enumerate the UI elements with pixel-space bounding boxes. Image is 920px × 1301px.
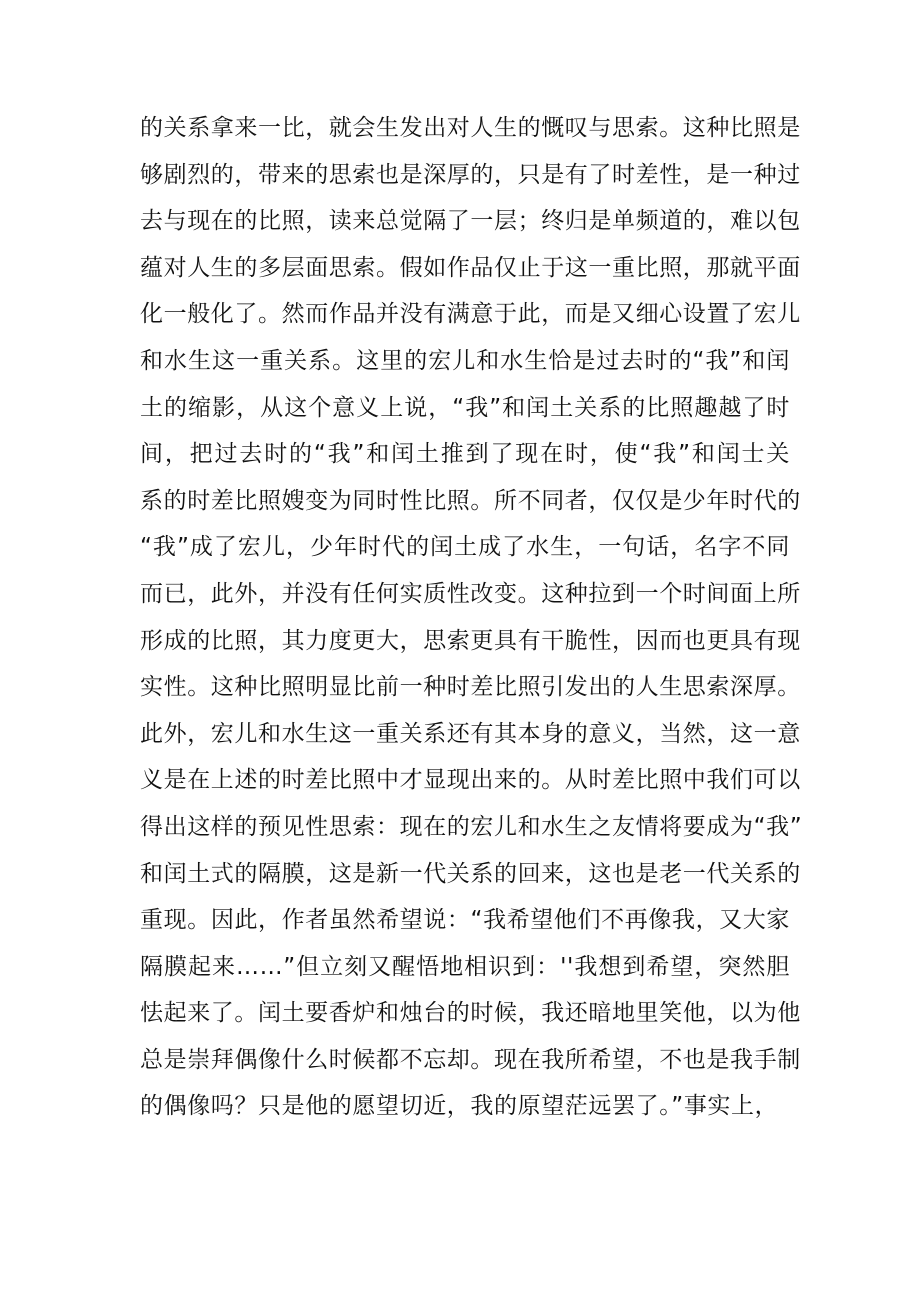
text-line: 义是在上述的时差比照中才显现出来的。从时差比照中我们可以 <box>140 767 801 794</box>
text-line: 隔膜起来……”但立刻又醒悟地相识到：''我想到希望，突然胆 <box>140 953 790 980</box>
text-line: 的关系拿来一比，就会生发出对人生的慨叹与思索。这种比照是 <box>140 115 801 141</box>
text-line: 实性。这种比照明显比前一种时差比照引发出的人生思索深厚。 <box>140 674 801 701</box>
text-line: 土的缩影，从这个意义上说，“我”和闰土关系的比照趣越了时 <box>140 394 790 421</box>
text-line: 和闰土式的隔膜，这是新一代关系的回来，这也是老一代关系的 <box>140 860 801 887</box>
text-line: 和水生这一重关系。这里的宏儿和水生恰是过去时的“我”和闰 <box>140 347 790 374</box>
text-line: 系的时差比照嫂变为同时性比照。所不同者，仅仅是少年时代的 <box>140 487 801 514</box>
text-line: 蕴对人生的多层面思索。假如作品仅止于这一重比照，那就平面 <box>140 254 801 281</box>
text-line: 的偶像吗？只是他的愿望切近，我的原望茫远罢了。”事实上， <box>140 1093 779 1120</box>
text-line: 重现。因此，作者虽然希望说：“我希望他们不再像我，又大家 <box>140 907 790 934</box>
text-line: “我”成了宏儿，少年时代的闰土成了水生，一句话，名字不同 <box>140 534 790 561</box>
text-line: 间，把过去时的“我”和闰土推到了现在时，使“我”和闰士关 <box>140 441 790 468</box>
text-line: 够剧烈的，带来的思索也是深厚的，只是有了时差性，是一种过 <box>140 161 801 188</box>
body-text <box>140 105 803 1130</box>
text-line: 化一般化了。然而作品并没有满意于此，而是又细心设置了宏儿 <box>140 301 801 328</box>
text-line: 得出这样的预见性思索：现在的宏儿和水生之友情将要成为“我” <box>140 813 803 840</box>
text-line: 此外，宏儿和水生这一重关系还有其本身的意义，当然，这一意 <box>140 720 801 747</box>
text-line: 形成的比照，其力度更大，思索更具有干脆性，因而也更具有现 <box>140 627 801 654</box>
text-line: 去与现在的比照，读来总觉隔了一层；终归是单频道的，难以包 <box>140 208 801 235</box>
text-line: 而已，此外，并没有任何实质性改变。这种拉到一个时间面上所 <box>140 580 801 607</box>
text-line: 怯起来了。闰土要香炉和烛台的时候，我还暗地里笑他，以为他 <box>140 1000 801 1027</box>
text-line: 总是崇拜偶像什么时候都不忘却。现在我所希望，不也是我手制 <box>140 1046 801 1073</box>
